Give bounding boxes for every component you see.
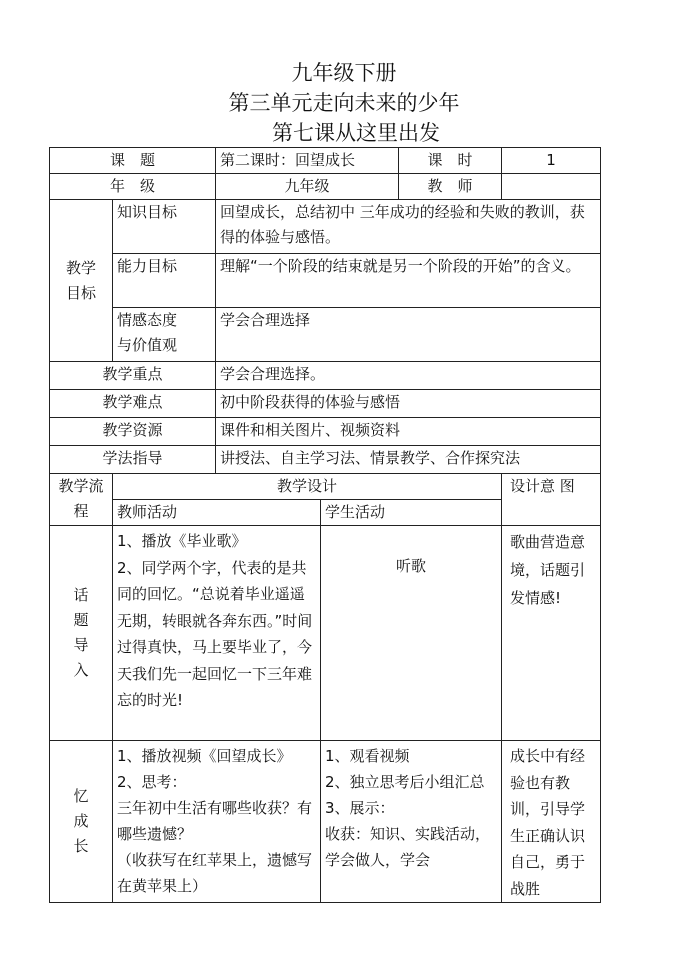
doc-title-unit: 第三单元走向未来的少年 [228, 91, 460, 115]
knowledge-goal-label: 知识目标 [113, 200, 216, 254]
method-row [50, 446, 601, 474]
teacher-label: 教 师 [399, 174, 502, 200]
intent-label: 设计意 图 [502, 474, 601, 526]
topic-value: 第二课时：回望成长 [216, 148, 399, 174]
stage-teacher-activity: 1、播放《毕业歌》 2、同学两个字，代表的是共同的回忆。“总说着毕业遥遥无期，转眼就各奔东西。”时间过得真快，马上要毕业了，今天我们先一起回忆一下三年难忘的时光! [113, 526, 321, 741]
key-point-text: 学会合理选择。 [216, 362, 601, 390]
teaching-goals-label: 教学目标 [50, 200, 113, 362]
emotion-goal-row [50, 308, 601, 362]
grade-row [50, 174, 601, 200]
method-text: 讲授法、自主学习法、情景教学、合作探究法 [216, 446, 601, 474]
stage-design-intent: 歌曲营造意境，话题引发情感! [502, 526, 601, 741]
teacher-value [502, 174, 601, 200]
lesson-plan-table [49, 147, 601, 903]
stage-student-activity: 听歌 [321, 526, 502, 741]
method-label: 学法指导 [50, 446, 216, 474]
doc-title-grade: 九年级下册 [291, 61, 397, 85]
teacher-activity-label: 教师活动 [113, 500, 321, 526]
topic-row [50, 148, 601, 174]
stage-teacher-activity: 1、播放视频《回望成长》 2、思考： 三年初中生活有哪些收获？有哪些遗憾？ （收获写在红苹果上，遗憾写在黄苹果上） [113, 741, 321, 903]
ability-goal-label: 能力目标 [113, 254, 216, 308]
knowledge-goal-text: 回望成长，总结初中 三年成功的经验和失败的教训，获得的体验与感悟。 [216, 200, 601, 254]
difficulty-label: 教学难点 [50, 390, 216, 418]
difficulty-row [50, 390, 601, 418]
flow-label: 教学流程 [50, 474, 113, 526]
stage-student-activity: 1、观看视频 2、独立思考后小组汇总 3、展示： 收获：知识、实践活动，学会做人，学会 [321, 741, 502, 903]
grade-label: 年 级 [50, 174, 216, 200]
resources-label: 教学资源 [50, 418, 216, 446]
emotion-goal-label: 情感态度与价值观 [113, 308, 216, 362]
resources-text: 课件和相关图片、视频资料 [216, 418, 601, 446]
stage-row [50, 526, 601, 741]
student-activity-label: 学生活动 [321, 500, 502, 526]
stage-row [50, 741, 601, 903]
design-label: 教学设计 [113, 474, 502, 500]
key-point-row [50, 362, 601, 390]
topic-label: 课 题 [50, 148, 216, 174]
design-header-row [50, 474, 601, 500]
hours-value: 1 [502, 148, 601, 174]
stage-design-intent: 成长中有经验也有教训，引导学生正确认识自己，勇于战胜 [502, 741, 601, 903]
doc-title-lesson: 第七课从这里出发 [272, 121, 440, 145]
stage-name: 忆成长 [50, 741, 113, 903]
emotion-goal-text: 学会合理选择 [216, 308, 601, 362]
stage-name: 话题导入 [50, 526, 113, 741]
grade-value: 九年级 [216, 174, 399, 200]
difficulty-text: 初中阶段获得的体验与感悟 [216, 390, 601, 418]
hours-label: 课 时 [399, 148, 502, 174]
key-point-label: 教学重点 [50, 362, 216, 390]
ability-goal-text: 理解“一个阶段的结束就是另一个阶段的开始”的含义。 [216, 254, 601, 308]
ability-goal-row [50, 254, 601, 308]
resources-row [50, 418, 601, 446]
knowledge-goal-row [50, 200, 601, 254]
